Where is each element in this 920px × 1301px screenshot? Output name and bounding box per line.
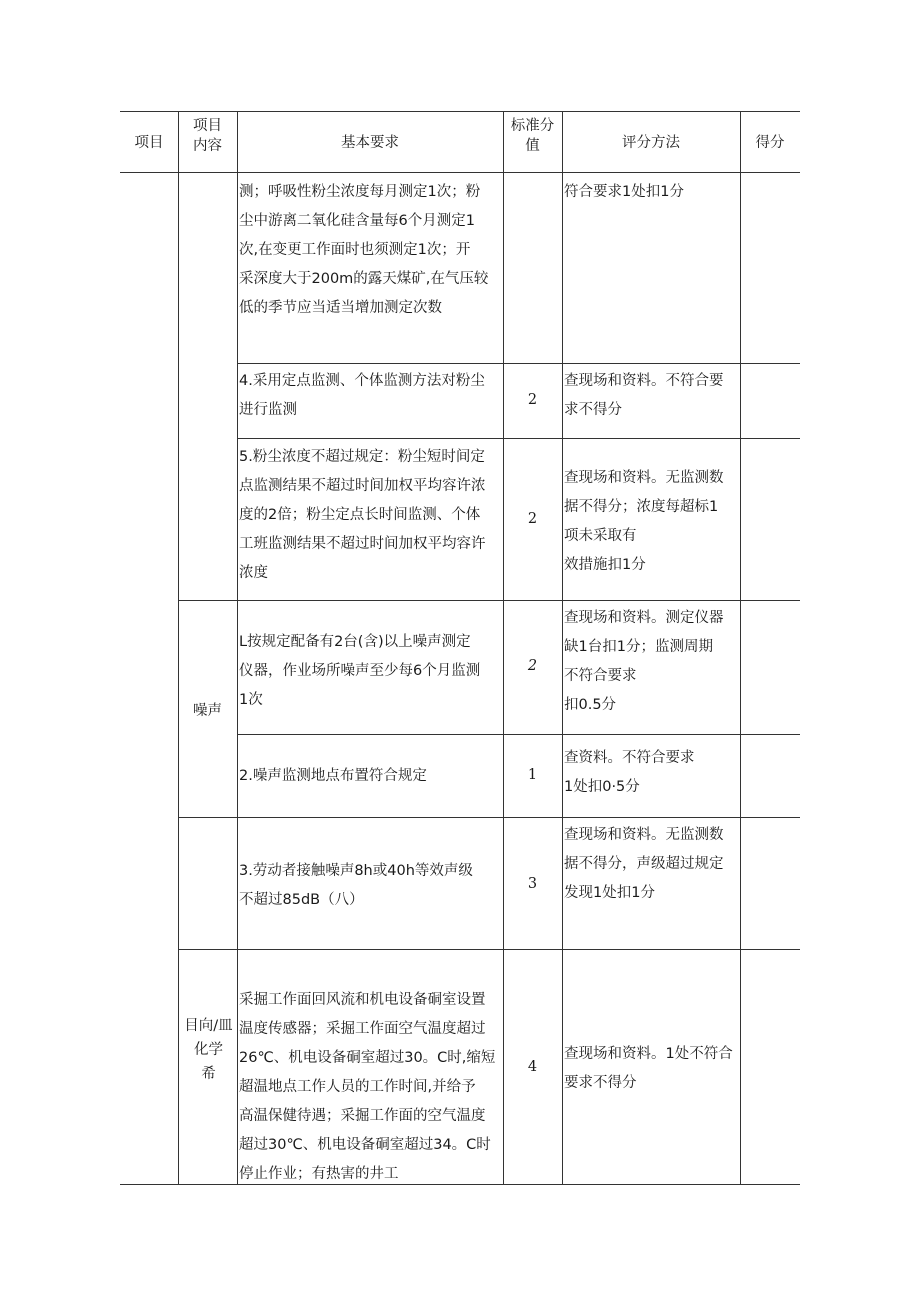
method-cell: 查现场和资料。1处不符合 要求不得分 xyxy=(564,1046,733,1091)
method-cell: 查现场和资料。不符合要 求不得分 xyxy=(564,373,724,418)
column-divider xyxy=(740,111,741,1185)
category-cell: 目向/皿 化学 希 xyxy=(184,1018,233,1082)
column-divider xyxy=(178,111,179,1185)
method-cell: 符合要求1处扣1分 xyxy=(564,184,684,200)
method-cell: 查现场和资料。测定仪器 缺1台扣1分；监测周期 不符合要求 扣0.5分 xyxy=(564,610,724,713)
row-divider xyxy=(237,438,800,439)
score-cell: 2 xyxy=(527,511,538,527)
requirement-cell: 5.粉尘浓度不超过规定：粉尘短时间定 点监测结果不超过时间加权平均容许浓 度的2倍；粉尘定点长时间监测、个体 工班监测结果不超过时间加权平均容许 浓度 xyxy=(239,449,486,581)
method-cell: 查现场和资料。无监测数 据不得分，声级超过规定 发现1处扣1分 xyxy=(564,827,724,901)
header-score: 标准分 值 xyxy=(510,118,555,154)
requirement-cell: 测；呼吸性粉尘浓度每月测定1次；粉 尘中游离二氧化硅含量每6个月测定1 次,在变更工作面时也须测定1次；开 采深度大于200m的露天煤矿,在气压较 低的季节应当适当增加测定次数 xyxy=(239,184,489,316)
score-cell: 3 xyxy=(527,876,538,892)
score-cell: 1 xyxy=(527,767,538,783)
row-divider xyxy=(178,949,800,950)
requirement-cell: 4.采用定点监测、个体监测方法对粉尘 进行监测 xyxy=(239,373,485,418)
row-divider xyxy=(237,734,800,735)
category-cell: 噪声 xyxy=(193,703,222,719)
header-project: 项目 xyxy=(134,135,164,151)
row-divider xyxy=(237,363,800,364)
header-result: 得分 xyxy=(755,135,785,151)
score-cell: 2 xyxy=(527,392,538,408)
requirement-cell: 2.噪声监测地点布置符合规定 xyxy=(239,768,427,784)
score-cell: 2 xyxy=(527,658,538,674)
table-top-border xyxy=(120,111,800,112)
column-divider xyxy=(562,111,563,1185)
method-cell: 查资料。不符合要求 1处扣0·5分 xyxy=(564,750,695,795)
header-requirement: 基本要求 xyxy=(341,135,399,151)
column-divider xyxy=(237,111,238,1185)
column-divider xyxy=(503,111,504,1185)
row-divider xyxy=(178,817,800,818)
requirement-cell: 采掘工作面回风流和机电设备硐室设置 温度传感器；采掘工作面空气温度超过 26℃、机电设备硐室超过30。C时,缩短 超温地点工作人员的工作时间,并给予 高温保健待遇；采掘工作面的空气温度 超过30℃、机电设备硐室超过34。C时 停止作业；有热害的井工 xyxy=(239,992,496,1182)
method-cell: 查现场和资料。无监测数 据不得分；浓度每超标1 项未采取有 效措施扣1分 xyxy=(564,470,724,573)
header-bottom-border xyxy=(120,172,800,173)
row-divider xyxy=(178,600,800,601)
requirement-cell: L按规定配备有2台(含)以上噪声测定 仪器，作业场所噪声至少每6个月监测 1次 xyxy=(239,634,481,708)
score-cell: 4 xyxy=(527,1059,538,1075)
header-content: 项目 内容 xyxy=(193,118,222,154)
header-method: 评分方法 xyxy=(622,135,680,151)
requirement-cell: 3.劳动者接触噪声8h或40h等效声级 不超过85dB（八） xyxy=(239,863,473,908)
